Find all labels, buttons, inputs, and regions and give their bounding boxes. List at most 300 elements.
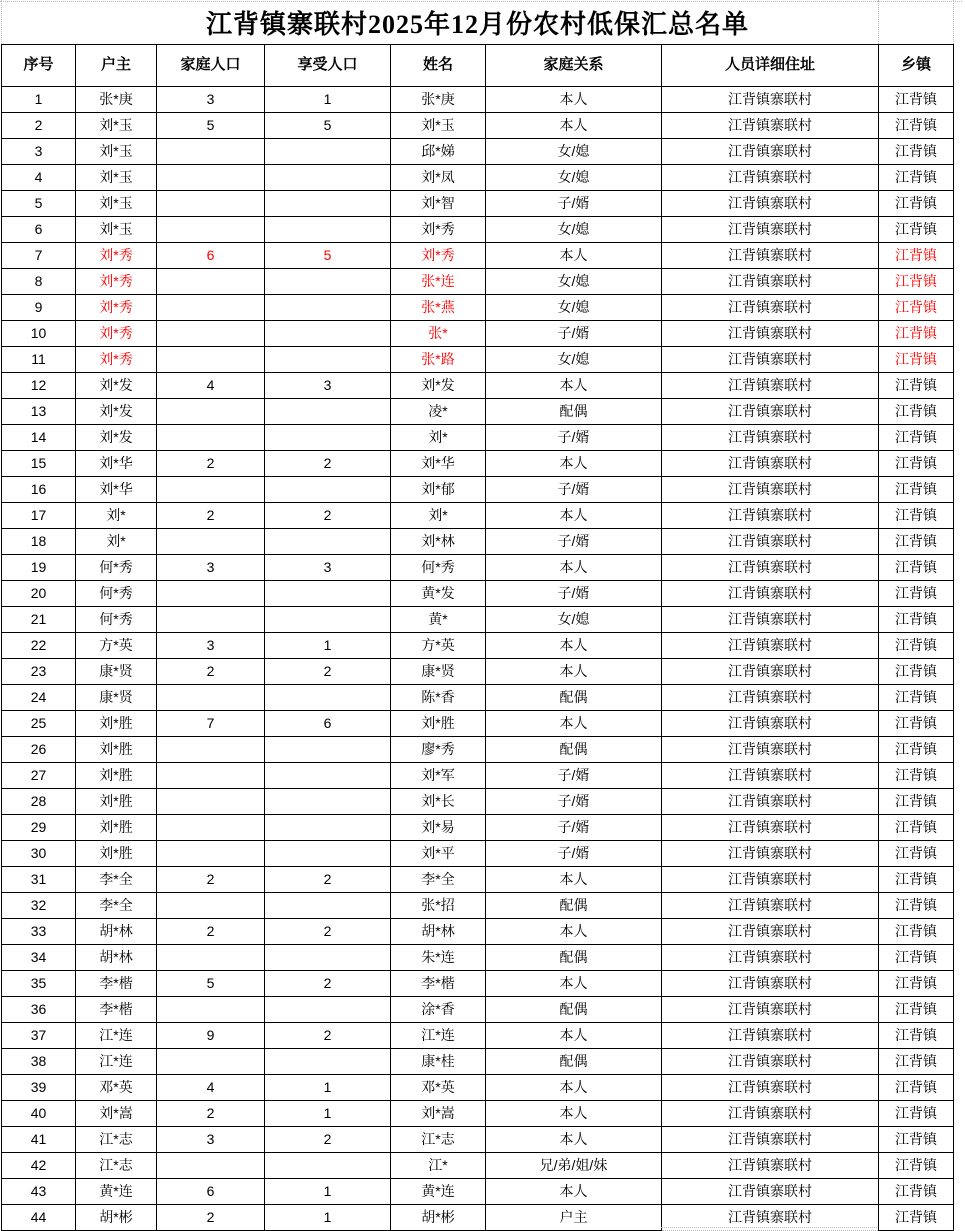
cell-name: 胡*林 [391, 919, 486, 945]
cell-address: 江背镇寨联村 [662, 87, 879, 113]
cell-enjoy: 1 [265, 1205, 391, 1231]
cell-no: 20 [2, 581, 76, 607]
cell-head: 刘*玉 [76, 139, 157, 165]
table-row [2, 789, 954, 815]
cell-relation: 女/媳 [486, 139, 662, 165]
cell-family [157, 607, 265, 633]
cell-address: 江背镇寨联村 [662, 607, 879, 633]
cell-enjoy [265, 997, 391, 1023]
cell-head: 李*全 [76, 867, 157, 893]
cell-head: 何*秀 [76, 581, 157, 607]
cell-family [157, 321, 265, 347]
cell-family [157, 997, 265, 1023]
table-row [2, 321, 954, 347]
cell-head: 何*秀 [76, 607, 157, 633]
cell-enjoy [265, 1049, 391, 1075]
cell-head: 刘*胜 [76, 789, 157, 815]
cell-address: 江背镇寨联村 [662, 1127, 879, 1153]
cell-family [157, 217, 265, 243]
cell-head: 刘*秀 [76, 295, 157, 321]
cell-head: 刘*秀 [76, 347, 157, 373]
cell-family [157, 893, 265, 919]
cell-enjoy [265, 815, 391, 841]
cell-name: 凌* [391, 399, 486, 425]
cell-enjoy [265, 945, 391, 971]
cell-relation: 本人 [486, 1179, 662, 1205]
cell-address: 江背镇寨联村 [662, 373, 879, 399]
cell-enjoy: 2 [265, 659, 391, 685]
cell-town: 江背镇 [879, 815, 954, 841]
table-row [2, 997, 954, 1023]
cell-name: 刘*林 [391, 529, 486, 555]
table-row [2, 191, 954, 217]
cell-relation: 本人 [486, 373, 662, 399]
cell-family: 4 [157, 373, 265, 399]
table-row [2, 425, 954, 451]
cell-address: 江背镇寨联村 [662, 971, 879, 997]
cell-address: 江背镇寨联村 [662, 165, 879, 191]
cell-family [157, 269, 265, 295]
cell-family [157, 425, 265, 451]
cell-family: 7 [157, 711, 265, 737]
cell-head: 胡*林 [76, 945, 157, 971]
gridline [953, 0, 954, 44]
cell-enjoy [265, 295, 391, 321]
cell-address: 江背镇寨联村 [662, 659, 879, 685]
table-row [2, 893, 954, 919]
cell-no: 13 [2, 399, 76, 425]
cell-address: 江背镇寨联村 [662, 789, 879, 815]
cell-no: 10 [2, 321, 76, 347]
cell-name: 刘*平 [391, 841, 486, 867]
table-row [2, 269, 954, 295]
column-header-town: 乡镇 [879, 45, 954, 87]
cell-address: 江背镇寨联村 [662, 1205, 879, 1231]
cell-town: 江背镇 [879, 893, 954, 919]
cell-no: 44 [2, 1205, 76, 1231]
cell-name: 江*志 [391, 1127, 486, 1153]
column-header-relation: 家庭关系 [486, 45, 662, 87]
cell-no: 15 [2, 451, 76, 477]
cell-relation: 本人 [486, 1101, 662, 1127]
cell-no: 30 [2, 841, 76, 867]
cell-head: 黄*连 [76, 1179, 157, 1205]
cell-head: 刘*发 [76, 373, 157, 399]
cell-address: 江背镇寨联村 [662, 945, 879, 971]
cell-name: 张*路 [391, 347, 486, 373]
cell-address: 江背镇寨联村 [662, 1153, 879, 1179]
cell-family [157, 737, 265, 763]
cell-name: 刘*发 [391, 373, 486, 399]
table-row [2, 451, 954, 477]
cell-name: 张*连 [391, 269, 486, 295]
cell-relation: 子/婿 [486, 815, 662, 841]
cell-town: 江背镇 [879, 399, 954, 425]
cell-address: 江背镇寨联村 [662, 451, 879, 477]
cell-relation: 本人 [486, 243, 662, 269]
cell-relation: 本人 [486, 1023, 662, 1049]
cell-town: 江背镇 [879, 165, 954, 191]
cell-address: 江背镇寨联村 [662, 269, 879, 295]
table-row [2, 243, 954, 269]
cell-address: 江背镇寨联村 [662, 685, 879, 711]
cell-relation: 女/媳 [486, 269, 662, 295]
cell-enjoy: 2 [265, 867, 391, 893]
cell-family: 3 [157, 555, 265, 581]
cell-family: 2 [157, 451, 265, 477]
cell-no: 34 [2, 945, 76, 971]
cell-no: 11 [2, 347, 76, 373]
cell-address: 江背镇寨联村 [662, 815, 879, 841]
cell-name: 刘*秀 [391, 217, 486, 243]
table-row [2, 165, 954, 191]
cell-town: 江背镇 [879, 295, 954, 321]
cell-family [157, 685, 265, 711]
cell-no: 7 [2, 243, 76, 269]
cell-head: 刘*秀 [76, 269, 157, 295]
cell-enjoy [265, 1153, 391, 1179]
cell-address: 江背镇寨联村 [662, 399, 879, 425]
cell-head: 刘* [76, 529, 157, 555]
gridline [1, 0, 2, 44]
cell-name: 张*招 [391, 893, 486, 919]
cell-town: 江背镇 [879, 997, 954, 1023]
cell-town: 江背镇 [879, 529, 954, 555]
cell-head: 刘*玉 [76, 165, 157, 191]
cell-relation: 子/婿 [486, 321, 662, 347]
cell-name: 胡*彬 [391, 1205, 486, 1231]
cell-relation: 兄/弟/姐/妹 [486, 1153, 662, 1179]
cell-head: 刘*玉 [76, 113, 157, 139]
cell-enjoy [265, 841, 391, 867]
cell-family [157, 139, 265, 165]
table-row [2, 711, 954, 737]
cell-family: 2 [157, 919, 265, 945]
cell-enjoy [265, 139, 391, 165]
cell-name: 黄* [391, 607, 486, 633]
cell-name: 邱*娣 [391, 139, 486, 165]
cell-head: 刘*秀 [76, 243, 157, 269]
cell-town: 江背镇 [879, 763, 954, 789]
cell-address: 江背镇寨联村 [662, 295, 879, 321]
welfare-summary-table [1, 44, 954, 1231]
cell-relation: 本人 [486, 659, 662, 685]
cell-town: 江背镇 [879, 1153, 954, 1179]
cell-address: 江背镇寨联村 [662, 555, 879, 581]
cell-town: 江背镇 [879, 87, 954, 113]
cell-family: 3 [157, 633, 265, 659]
cell-name: 张* [391, 321, 486, 347]
gridline [878, 0, 879, 44]
cell-address: 江背镇寨联村 [662, 477, 879, 503]
cell-no: 24 [2, 685, 76, 711]
table-row [2, 919, 954, 945]
cell-address: 江背镇寨联村 [662, 841, 879, 867]
cell-enjoy: 6 [265, 711, 391, 737]
cell-relation: 本人 [486, 919, 662, 945]
cell-relation: 女/媳 [486, 295, 662, 321]
cell-address: 江背镇寨联村 [662, 867, 879, 893]
table-row [2, 503, 954, 529]
table-row [2, 347, 954, 373]
cell-enjoy [265, 581, 391, 607]
cell-no: 29 [2, 815, 76, 841]
cell-family [157, 295, 265, 321]
cell-town: 江背镇 [879, 243, 954, 269]
table-row [2, 555, 954, 581]
cell-family: 5 [157, 113, 265, 139]
cell-no: 2 [2, 113, 76, 139]
table-row [2, 113, 954, 139]
cell-enjoy [265, 685, 391, 711]
cell-family [157, 841, 265, 867]
cell-head: 刘*玉 [76, 191, 157, 217]
cell-relation: 女/媳 [486, 607, 662, 633]
cell-head: 刘*胜 [76, 711, 157, 737]
cell-enjoy [265, 607, 391, 633]
cell-town: 江背镇 [879, 113, 954, 139]
cell-family [157, 763, 265, 789]
cell-relation: 子/婿 [486, 191, 662, 217]
cell-enjoy: 5 [265, 113, 391, 139]
cell-head: 刘*秀 [76, 321, 157, 347]
cell-head: 李*楷 [76, 997, 157, 1023]
cell-enjoy: 2 [265, 503, 391, 529]
cell-family [157, 815, 265, 841]
cell-relation: 配偶 [486, 737, 662, 763]
cell-relation: 子/婿 [486, 763, 662, 789]
cell-enjoy: 5 [265, 243, 391, 269]
cell-family [157, 399, 265, 425]
cell-enjoy [265, 477, 391, 503]
table-row [2, 139, 954, 165]
cell-enjoy [265, 399, 391, 425]
cell-town: 江背镇 [879, 1101, 954, 1127]
cell-enjoy: 2 [265, 971, 391, 997]
cell-town: 江背镇 [879, 737, 954, 763]
cell-relation: 户主 [486, 1205, 662, 1231]
cell-relation: 子/婿 [486, 477, 662, 503]
cell-family: 3 [157, 1127, 265, 1153]
column-header-name: 姓名 [391, 45, 486, 87]
column-header-head: 户主 [76, 45, 157, 87]
cell-family: 6 [157, 1179, 265, 1205]
cell-name: 刘*军 [391, 763, 486, 789]
cell-family [157, 529, 265, 555]
cell-address: 江背镇寨联村 [662, 191, 879, 217]
cell-enjoy [265, 217, 391, 243]
cell-address: 江背镇寨联村 [662, 1101, 879, 1127]
cell-family: 9 [157, 1023, 265, 1049]
table-row [2, 1075, 954, 1101]
cell-enjoy: 3 [265, 373, 391, 399]
cell-address: 江背镇寨联村 [662, 737, 879, 763]
table-row [2, 633, 954, 659]
table-row [2, 373, 954, 399]
cell-no: 41 [2, 1127, 76, 1153]
cell-address: 江背镇寨联村 [662, 919, 879, 945]
cell-name: 刘*智 [391, 191, 486, 217]
cell-name: 康*贤 [391, 659, 486, 685]
cell-address: 江背镇寨联村 [662, 997, 879, 1023]
cell-town: 江背镇 [879, 139, 954, 165]
gridline [0, 1, 962, 2]
cell-town: 江背镇 [879, 347, 954, 373]
cell-head: 刘*胜 [76, 815, 157, 841]
cell-enjoy: 3 [265, 555, 391, 581]
cell-family [157, 581, 265, 607]
cell-address: 江背镇寨联村 [662, 581, 879, 607]
cell-town: 江背镇 [879, 1127, 954, 1153]
table-row [2, 815, 954, 841]
cell-no: 18 [2, 529, 76, 555]
table-row [2, 685, 954, 711]
cell-no: 28 [2, 789, 76, 815]
cell-town: 江背镇 [879, 841, 954, 867]
cell-no: 42 [2, 1153, 76, 1179]
page-title: 江背镇寨联村2025年12月份农村低保汇总名单 [205, 9, 749, 39]
cell-town: 江背镇 [879, 451, 954, 477]
table-row [2, 477, 954, 503]
cell-enjoy: 1 [265, 633, 391, 659]
cell-town: 江背镇 [879, 971, 954, 997]
cell-no: 39 [2, 1075, 76, 1101]
cell-name: 刘*玉 [391, 113, 486, 139]
cell-no: 14 [2, 425, 76, 451]
cell-enjoy [265, 191, 391, 217]
cell-enjoy: 2 [265, 919, 391, 945]
cell-no: 31 [2, 867, 76, 893]
cell-no: 40 [2, 1101, 76, 1127]
table-row [2, 971, 954, 997]
cell-head: 刘*胜 [76, 763, 157, 789]
cell-enjoy [265, 893, 391, 919]
cell-address: 江背镇寨联村 [662, 139, 879, 165]
cell-head: 李*楷 [76, 971, 157, 997]
cell-head: 康*贤 [76, 659, 157, 685]
cell-town: 江背镇 [879, 633, 954, 659]
cell-head: 张*庚 [76, 87, 157, 113]
cell-no: 32 [2, 893, 76, 919]
cell-enjoy: 2 [265, 1023, 391, 1049]
cell-town: 江背镇 [879, 607, 954, 633]
cell-no: 27 [2, 763, 76, 789]
cell-name: 江* [391, 1153, 486, 1179]
cell-no: 19 [2, 555, 76, 581]
cell-relation: 配偶 [486, 685, 662, 711]
cell-relation: 本人 [486, 971, 662, 997]
cell-enjoy [265, 321, 391, 347]
cell-family: 2 [157, 503, 265, 529]
cell-no: 36 [2, 997, 76, 1023]
cell-head: 邓*英 [76, 1075, 157, 1101]
table-row [2, 529, 954, 555]
cell-relation: 本人 [486, 867, 662, 893]
cell-no: 43 [2, 1179, 76, 1205]
cell-name: 刘*胜 [391, 711, 486, 737]
cell-town: 江背镇 [879, 217, 954, 243]
table-row [2, 1153, 954, 1179]
cell-enjoy [265, 789, 391, 815]
cell-no: 33 [2, 919, 76, 945]
cell-no: 23 [2, 659, 76, 685]
cell-no: 38 [2, 1049, 76, 1075]
cell-town: 江背镇 [879, 867, 954, 893]
cell-address: 江背镇寨联村 [662, 529, 879, 555]
cell-head: 刘*发 [76, 399, 157, 425]
cell-no: 8 [2, 269, 76, 295]
cell-relation: 子/婿 [486, 789, 662, 815]
cell-head: 江*连 [76, 1023, 157, 1049]
cell-name: 江*连 [391, 1023, 486, 1049]
cell-name: 张*燕 [391, 295, 486, 321]
cell-head: 江*志 [76, 1127, 157, 1153]
cell-name: 黄*发 [391, 581, 486, 607]
cell-enjoy: 1 [265, 1179, 391, 1205]
cell-enjoy [265, 269, 391, 295]
gridline [661, 1227, 877, 1228]
cell-address: 江背镇寨联村 [662, 763, 879, 789]
cell-family [157, 789, 265, 815]
cell-name: 涂*香 [391, 997, 486, 1023]
table-row [2, 607, 954, 633]
cell-family: 6 [157, 243, 265, 269]
cell-town: 江背镇 [879, 659, 954, 685]
cell-enjoy [265, 347, 391, 373]
column-header-no: 序号 [2, 45, 76, 87]
cell-town: 江背镇 [879, 425, 954, 451]
cell-enjoy: 1 [265, 1101, 391, 1127]
cell-name: 何*秀 [391, 555, 486, 581]
cell-name: 刘*华 [391, 451, 486, 477]
column-header-address: 人员详细住址 [662, 45, 879, 87]
cell-enjoy [265, 425, 391, 451]
cell-no: 5 [2, 191, 76, 217]
cell-address: 江背镇寨联村 [662, 1075, 879, 1101]
cell-town: 江背镇 [879, 555, 954, 581]
cell-relation: 女/媳 [486, 165, 662, 191]
table-row [2, 1049, 954, 1075]
cell-relation: 配偶 [486, 997, 662, 1023]
table-row [2, 295, 954, 321]
cell-name: 廖*秀 [391, 737, 486, 763]
cell-head: 江*连 [76, 1049, 157, 1075]
cell-enjoy: 2 [265, 1127, 391, 1153]
cell-town: 江背镇 [879, 1049, 954, 1075]
table-row [2, 87, 954, 113]
cell-enjoy [265, 737, 391, 763]
cell-address: 江背镇寨联村 [662, 321, 879, 347]
cell-name: 刘* [391, 503, 486, 529]
cell-no: 25 [2, 711, 76, 737]
cell-address: 江背镇寨联村 [662, 243, 879, 269]
table-row [2, 841, 954, 867]
table-row [2, 867, 954, 893]
cell-head: 刘* [76, 503, 157, 529]
cell-relation: 配偶 [486, 945, 662, 971]
cell-town: 江背镇 [879, 1205, 954, 1231]
table-header-row [2, 45, 954, 87]
column-header-family: 家庭人口 [157, 45, 265, 87]
cell-town: 江背镇 [879, 269, 954, 295]
cell-town: 江背镇 [879, 1075, 954, 1101]
cell-relation: 本人 [486, 1075, 662, 1101]
cell-no: 21 [2, 607, 76, 633]
cell-name: 刘*长 [391, 789, 486, 815]
cell-name: 张*庚 [391, 87, 486, 113]
column-header-enjoy: 享受人口 [265, 45, 391, 87]
cell-enjoy: 1 [265, 87, 391, 113]
